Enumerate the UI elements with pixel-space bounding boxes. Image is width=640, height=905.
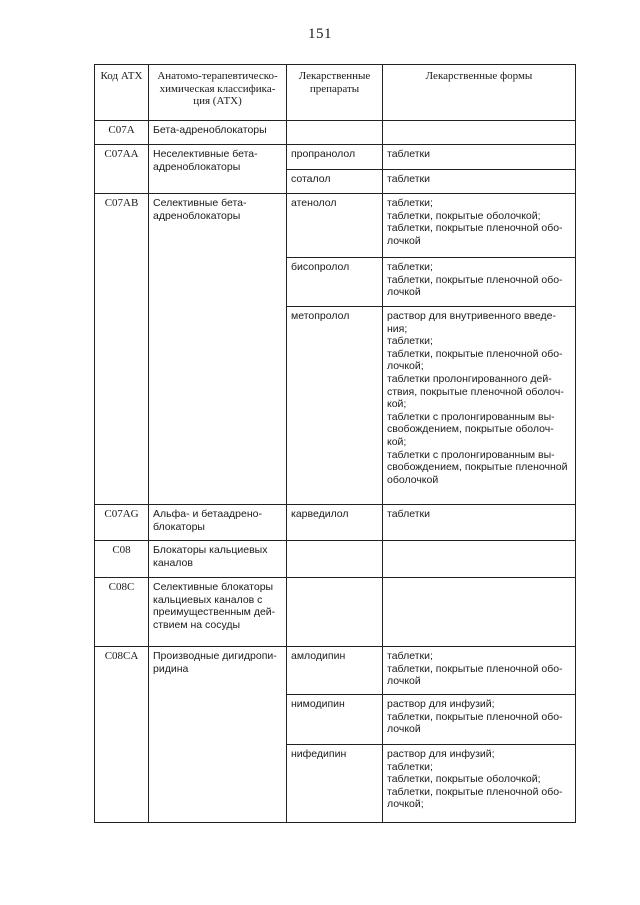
table-row (95, 505, 576, 541)
drug-name: соталол (287, 170, 383, 194)
dosage-forms (383, 578, 576, 647)
drug-name: пропранолол (287, 145, 383, 170)
atx-classification: Селективные блокаторы кальциевых каналов с преимущественным дей-ствием на сосуды (149, 578, 287, 647)
dosage-forms: таблетки (383, 145, 576, 170)
atx-code: C07AA (95, 145, 149, 194)
atx-code: C08 (95, 541, 149, 578)
atx-classification: Альфа- и бетаадрено- блокаторы (149, 505, 287, 541)
atx-code: C07AB (95, 194, 149, 505)
header-classification: Анатомо-терапевтическо-химическая классифика-ция (АТХ) (149, 65, 287, 121)
drug-name (287, 121, 383, 145)
page-number: 151 (308, 26, 332, 42)
drug-name: бисопролол (287, 258, 383, 307)
table-row (95, 541, 576, 578)
dosage-forms: таблетки; таблетки, покрытые оболочкой; таблетки, покрытые пленочной обо- лочкой (383, 194, 576, 258)
header-forms: Лекарственные формы (383, 65, 576, 121)
atx-code: C08CA (95, 647, 149, 823)
drug-name: нифедипин (287, 745, 383, 823)
atx-classification: Селективные бета-адреноблокаторы (149, 194, 287, 505)
table-row (95, 145, 576, 170)
drug-name: атенолол (287, 194, 383, 258)
drug-name (287, 578, 383, 647)
dosage-forms: таблетки; таблетки, покрытые пленочной обо- лочкой (383, 258, 576, 307)
dosage-forms: таблетки (383, 505, 576, 541)
drug-name (287, 541, 383, 578)
dosage-forms (383, 121, 576, 145)
dosage-forms: раствор для инфузий; таблетки, покрытые пленочной обо- лочкой (383, 695, 576, 745)
header-code: Код АТХ (95, 65, 149, 121)
drug-name: амлодипин (287, 647, 383, 695)
drug-name: нимодипин (287, 695, 383, 745)
atx-classification: Производные дигидропи-ридина (149, 647, 287, 823)
dosage-forms: раствор для внутривенного введе- ния; таблетки; таблетки, покрытые пленочной обо- лочкой; таблетки пролонгированного дей- ствия, покрытые пленочной оболоч- кой; таблетки с пролонгированным вы- свобождением, покрытые оболоч- кой; таблетки с пролонгированным вы- свобождением, покрытые пленочной оболочкой (383, 307, 576, 505)
atx-code: C07A (95, 121, 149, 145)
dosage-forms (383, 541, 576, 578)
atx-code: C08C (95, 578, 149, 647)
header-drugs: Лекарственные препараты (287, 65, 383, 121)
drug-name: карведилол (287, 505, 383, 541)
atx-classification-table (94, 64, 576, 823)
dosage-forms: таблетки (383, 170, 576, 194)
drug-name: метопролол (287, 307, 383, 505)
dosage-forms: раствор для инфузий; таблетки; таблетки, покрытые оболочкой; таблетки, покрытые пленочной обо- лочкой; (383, 745, 576, 823)
atx-classification: Неселективные бета-адреноблокаторы (149, 145, 287, 194)
table-row (95, 578, 576, 647)
atx-code: C07AG (95, 505, 149, 541)
atx-classification: Блокаторы кальциевых каналов (149, 541, 287, 578)
table-row (95, 647, 576, 695)
table-row (95, 194, 576, 258)
dosage-forms: таблетки; таблетки, покрытые пленочной обо- лочкой (383, 647, 576, 695)
table-header-row (95, 65, 576, 121)
table-row (95, 121, 576, 145)
atx-classification: Бета-адреноблокаторы (149, 121, 287, 145)
